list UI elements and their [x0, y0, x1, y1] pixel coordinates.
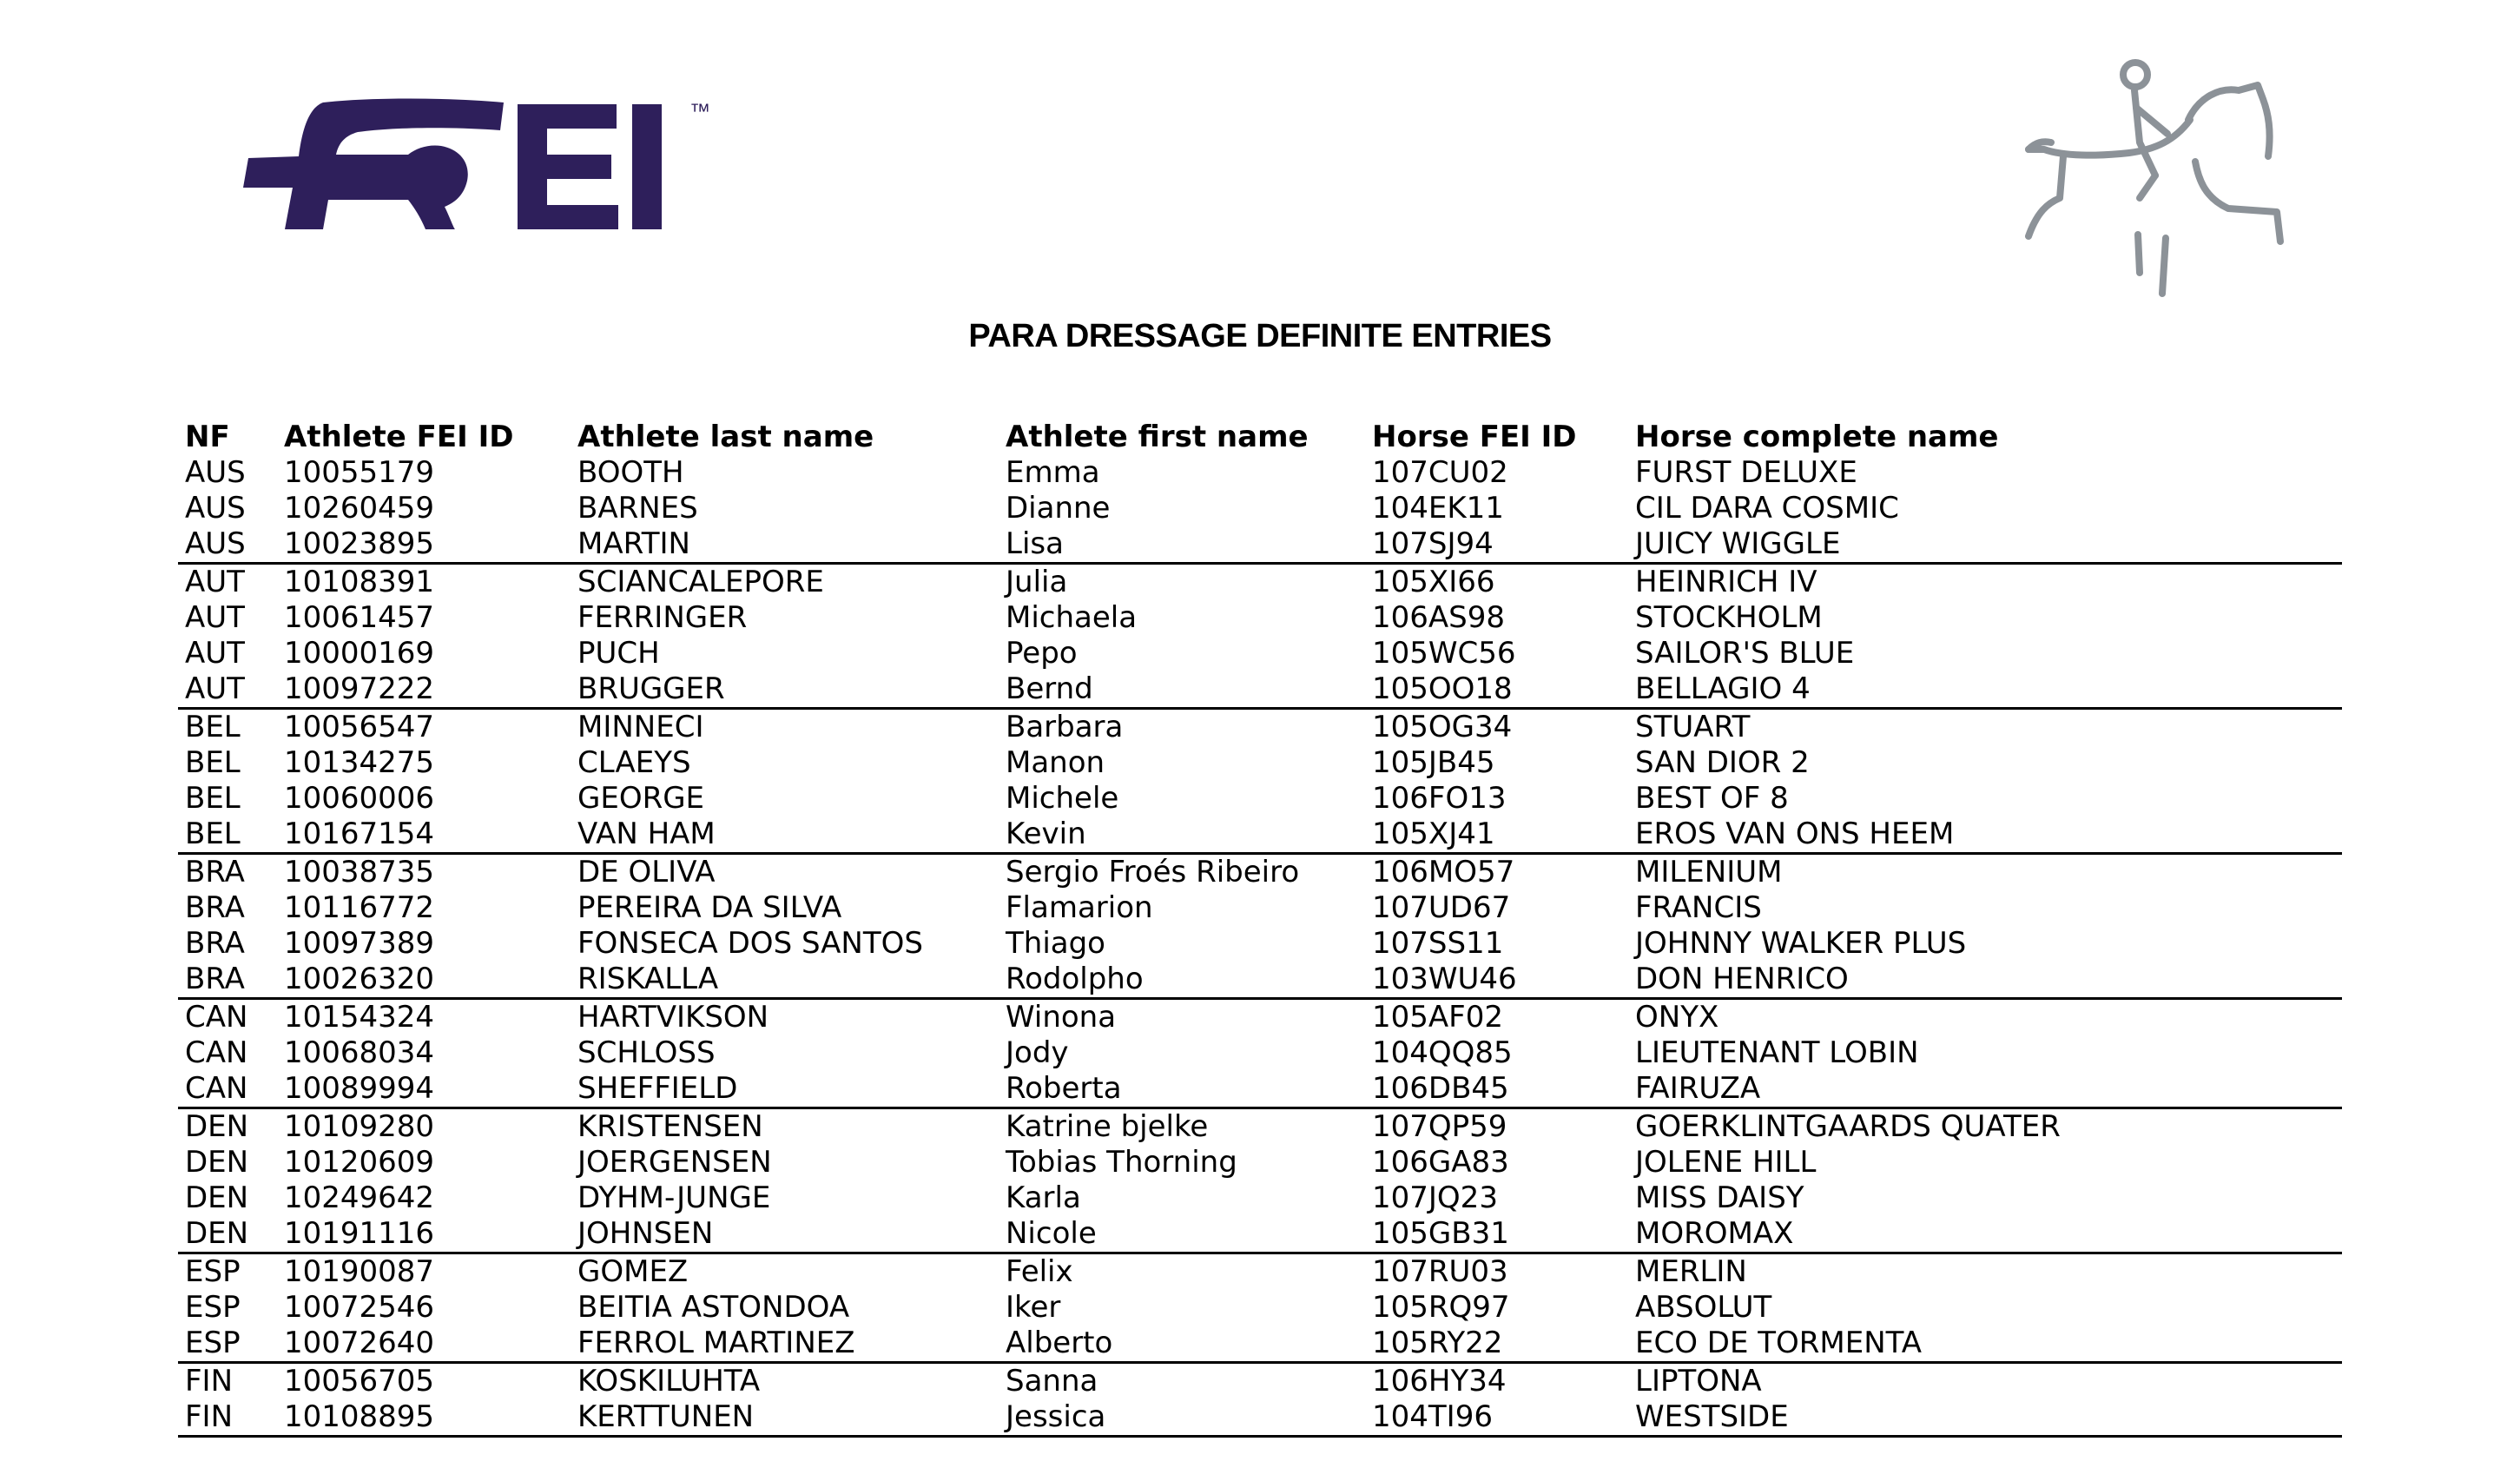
cell-horse-fei-id: 105GB31 [1365, 1216, 1628, 1253]
cell-athlete-last-name: FERROL MARTINEZ [571, 1326, 999, 1363]
cell-horse-complete-name: JOLENE HILL [1635, 1145, 1817, 1180]
table-row [178, 564, 2342, 601]
cell-athlete-last-name: BARNES [577, 491, 698, 526]
cell-athlete-fei-id: 10097389 [284, 926, 435, 961]
cell-horse-complete-name: CIL DARA COSMIC [1635, 491, 1899, 526]
table-row [178, 709, 2342, 746]
column-header-horse-fei-id: Horse FEI ID [1372, 420, 1577, 454]
table-row [178, 671, 2342, 709]
cell-athlete-last-name: GEORGE [577, 781, 705, 816]
cell-athlete-last-name: KRISTENSEN [577, 1109, 763, 1144]
cell-athlete-last-name: KERTTUNEN [571, 1399, 999, 1437]
cell-athlete-last-name: SCIANCALEPORE [577, 565, 824, 599]
cell-horse-fei-id: 105OO18 [1365, 671, 1628, 709]
cell-nf: AUT [178, 671, 277, 709]
cell-athlete-fei-id: 10038735 [284, 855, 435, 889]
cell-athlete-fei-id: 10060006 [284, 781, 435, 816]
column-header-athlete-fei-id: Athlete FEI ID [284, 420, 514, 454]
cell-nf: AUT [185, 636, 245, 671]
cell-nf: BRA [185, 926, 245, 961]
cell-athlete-last-name: KOSKILUHTA [577, 1364, 761, 1399]
cell-athlete-fei-id: 10167154 [277, 817, 571, 854]
cell-athlete-fei-id: 10116772 [284, 890, 435, 925]
cell-athlete-last-name: JOHNSEN [571, 1216, 999, 1253]
cell-athlete-first-name: Sanna [1006, 1364, 1098, 1399]
cell-athlete-last-name: PUCH [577, 636, 660, 671]
cell-athlete-fei-id: 10154324 [284, 1000, 435, 1035]
cell-horse-complete-name: ABSOLUT [1635, 1290, 1772, 1325]
cell-horse-fei-id: 107SS11 [1372, 926, 1504, 961]
cell-athlete-last-name: MARTIN [571, 526, 999, 564]
cell-nf: BEL [185, 745, 241, 780]
entries-table [178, 420, 2342, 1438]
cell-nf: BRA [185, 855, 245, 889]
cell-horse-complete-name: HEINRICH IV [1635, 565, 1817, 599]
cell-athlete-first-name: Barbara [1006, 710, 1124, 744]
cell-horse-complete-name: BEST OF 8 [1635, 781, 1789, 816]
cell-athlete-fei-id: 10260459 [284, 491, 435, 526]
table-row [178, 781, 2342, 817]
table-row [178, 962, 2342, 999]
fei-logo-f-shape [243, 99, 504, 230]
cell-horse-fei-id: 107SJ94 [1365, 526, 1628, 564]
cell-athlete-fei-id: 10249642 [284, 1180, 435, 1215]
cell-nf: FIN [178, 1399, 277, 1437]
cell-athlete-last-name: RISKALLA [571, 962, 999, 999]
cell-athlete-first-name: Michaela [1006, 600, 1138, 635]
cell-horse-fei-id: 105XJ41 [1365, 817, 1628, 854]
cell-horse-complete-name: FURST DELUXE [1635, 455, 1857, 490]
cell-athlete-first-name: Alberto [999, 1326, 1365, 1363]
cell-horse-fei-id: 104EK11 [1372, 491, 1504, 526]
cell-athlete-first-name: Pepo [1006, 636, 1078, 671]
cell-athlete-first-name: Lisa [999, 526, 1365, 564]
cell-athlete-last-name: FONSECA DOS SANTOS [577, 926, 923, 961]
cell-nf: AUS [178, 526, 277, 564]
cell-horse-complete-name: MILENIUM [1635, 855, 1783, 889]
cell-athlete-fei-id: 10056705 [284, 1364, 435, 1399]
cell-nf: BEL [185, 710, 241, 744]
table-header [178, 420, 2342, 455]
fei-logo [243, 94, 729, 241]
table-row [178, 1399, 2342, 1437]
cell-athlete-first-name: Michele [1006, 781, 1119, 816]
cell-horse-fei-id: 106HY34 [1372, 1364, 1507, 1399]
cell-nf: BEL [185, 781, 241, 816]
fei-logo-e-shape [518, 104, 618, 229]
column-header-athlete-first-name: Athlete first name [1006, 420, 1309, 454]
cell-athlete-fei-id: 10055179 [284, 455, 435, 490]
cell-horse-complete-name: SAN DIOR 2 [1635, 745, 1810, 780]
cell-athlete-first-name: Tobias Thorning [1006, 1145, 1237, 1180]
fei-logo-trademark: ™ [689, 100, 710, 123]
cell-athlete-fei-id: 10191116 [277, 1216, 571, 1253]
cell-horse-fei-id: 106GA83 [1372, 1145, 1509, 1180]
table-row [178, 455, 2342, 491]
cell-athlete-first-name: Sergio Froés Ribeiro [1006, 855, 1300, 889]
cell-nf: AUS [185, 491, 246, 526]
table-row [178, 600, 2342, 636]
cell-athlete-last-name: MINNECI [577, 710, 704, 744]
table-row [178, 636, 2342, 671]
cell-nf: AUT [185, 600, 245, 635]
cell-horse-complete-name: MOROMAX [1628, 1216, 2342, 1253]
cell-horse-complete-name: MISS DAISY [1635, 1180, 1804, 1215]
cell-athlete-first-name: Thiago [1006, 926, 1105, 961]
page-title: PARA DRESSAGE DEFINITE ENTRIES [968, 318, 1552, 354]
cell-athlete-fei-id: 10068034 [284, 1035, 435, 1070]
cell-horse-fei-id: 105WC56 [1372, 636, 1516, 671]
cell-horse-complete-name: STUART [1635, 710, 1751, 744]
table-row [178, 1180, 2342, 1216]
cell-horse-complete-name: EROS VAN ONS HEEM [1628, 817, 2342, 854]
cell-horse-complete-name: STOCKHOLM [1635, 600, 1823, 635]
table-row [178, 1363, 2342, 1400]
cell-horse-complete-name: GOERKLINTGAARDS QUATER [1635, 1109, 2061, 1144]
dressage-rider-icon [2025, 59, 2296, 299]
column-header-horse-complete-name: Horse complete name [1635, 420, 1999, 454]
cell-horse-complete-name: ONYX [1635, 1000, 1719, 1035]
cell-horse-fei-id: 106DB45 [1365, 1071, 1628, 1108]
table-row [178, 1108, 2342, 1146]
cell-athlete-last-name: SHEFFIELD [571, 1071, 999, 1108]
cell-athlete-last-name: PEREIRA DA SILVA [577, 890, 842, 925]
table-row [178, 1326, 2342, 1363]
cell-nf: ESP [185, 1254, 241, 1289]
cell-athlete-fei-id: 10072640 [277, 1326, 571, 1363]
table-row [178, 745, 2342, 781]
cell-nf: BRA [185, 890, 245, 925]
table-row [178, 890, 2342, 926]
cell-horse-fei-id: 104TI96 [1365, 1399, 1628, 1437]
table-row [178, 526, 2342, 564]
cell-horse-complete-name: FRANCIS [1635, 890, 1762, 925]
cell-horse-complete-name: LIPTONA [1635, 1364, 1762, 1399]
table-row [178, 926, 2342, 962]
cell-athlete-first-name: Iker [1006, 1290, 1061, 1325]
table-header-row [178, 420, 2342, 455]
cell-athlete-last-name: JOERGENSEN [577, 1145, 772, 1180]
cell-horse-fei-id: 105OG34 [1372, 710, 1513, 744]
cell-athlete-fei-id: 10072546 [284, 1290, 435, 1325]
column-header-athlete-last-name: Athlete last name [577, 420, 874, 454]
cell-athlete-fei-id: 10056547 [284, 710, 435, 744]
cell-horse-complete-name: MERLIN [1635, 1254, 1747, 1289]
cell-athlete-first-name: Emma [1006, 455, 1100, 490]
cell-athlete-last-name: DE OLIVA [577, 855, 716, 889]
cell-horse-complete-name: WESTSIDE [1628, 1399, 2342, 1437]
cell-horse-complete-name: SAILOR'S BLUE [1635, 636, 1855, 671]
cell-nf: AUS [185, 455, 246, 490]
table-row [178, 1290, 2342, 1326]
column-header-nf: NF [185, 420, 230, 454]
table-row [178, 999, 2342, 1036]
cell-horse-fei-id: 106MO57 [1372, 855, 1515, 889]
table-row [178, 817, 2342, 854]
cell-athlete-first-name: Jessica [999, 1399, 1365, 1437]
cell-athlete-first-name: Jody [1006, 1035, 1069, 1070]
cell-horse-complete-name: JOHNNY WALKER PLUS [1635, 926, 1967, 961]
cell-athlete-first-name: Rodolpho [999, 962, 1365, 999]
cell-athlete-first-name: Nicole [999, 1216, 1365, 1253]
table-row [178, 1216, 2342, 1253]
cell-nf: AUT [185, 565, 245, 599]
fei-logo-mark [243, 99, 662, 230]
cell-athlete-first-name: Manon [1006, 745, 1105, 780]
cell-athlete-first-name: Dianne [1006, 491, 1111, 526]
fei-logo-i-shape [632, 104, 662, 229]
cell-horse-complete-name: JUICY WIGGLE [1628, 526, 2342, 564]
cell-nf: FIN [185, 1364, 234, 1399]
cell-athlete-last-name: FERRINGER [577, 600, 748, 635]
cell-athlete-last-name: BOOTH [577, 455, 684, 490]
cell-athlete-fei-id: 10134275 [284, 745, 435, 780]
table-body [178, 455, 2342, 1437]
cell-athlete-last-name: DYHM-JUNGE [577, 1180, 771, 1215]
cell-horse-fei-id: 107UD67 [1372, 890, 1511, 925]
cell-horse-complete-name: DON HENRICO [1628, 962, 2342, 999]
cell-horse-fei-id: 105XI66 [1372, 565, 1495, 599]
cell-athlete-fei-id: 10108895 [277, 1399, 571, 1437]
cell-nf: ESP [178, 1326, 277, 1363]
cell-nf: BEL [178, 817, 277, 854]
cell-athlete-fei-id: 10097222 [277, 671, 571, 709]
cell-nf: DEN [185, 1180, 249, 1215]
cell-athlete-fei-id: 10026320 [277, 962, 571, 999]
cell-horse-fei-id: 107RU03 [1372, 1254, 1508, 1289]
cell-athlete-last-name: GOMEZ [577, 1254, 689, 1289]
cell-athlete-first-name: Katrine bjelke [1006, 1109, 1209, 1144]
cell-horse-fei-id: 105RQ97 [1372, 1290, 1510, 1325]
cell-horse-complete-name: BELLAGIO 4 [1628, 671, 2342, 709]
cell-horse-complete-name: LIEUTENANT LOBIN [1635, 1035, 1919, 1070]
table-row [178, 1145, 2342, 1180]
cell-horse-fei-id: 107CU02 [1372, 455, 1508, 490]
cell-nf: CAN [185, 1000, 248, 1035]
cell-nf: DEN [185, 1109, 249, 1144]
cell-horse-complete-name: ECO DE TORMENTA [1628, 1326, 2342, 1363]
cell-horse-fei-id: 105AF02 [1372, 1000, 1503, 1035]
cell-athlete-first-name: Kevin [999, 817, 1365, 854]
cell-athlete-last-name: BRUGGER [571, 671, 999, 709]
cell-athlete-fei-id: 10108391 [284, 565, 435, 599]
table-row [178, 1035, 2342, 1071]
cell-athlete-fei-id: 10109280 [284, 1109, 435, 1144]
cell-athlete-last-name: HARTVIKSON [577, 1000, 769, 1035]
table-row [178, 854, 2342, 891]
cell-athlete-first-name: Julia [1006, 565, 1068, 599]
cell-athlete-first-name: Roberta [999, 1071, 1365, 1108]
table-row [178, 1253, 2342, 1291]
cell-athlete-last-name: BEITIA ASTONDOA [577, 1290, 850, 1325]
cell-athlete-last-name: CLAEYS [577, 745, 691, 780]
cell-athlete-fei-id: 10120609 [284, 1145, 435, 1180]
cell-horse-fei-id: 105RY22 [1365, 1326, 1628, 1363]
cell-horse-fei-id: 106FO13 [1372, 781, 1507, 816]
cell-horse-fei-id: 107QP59 [1372, 1109, 1507, 1144]
cell-nf: BRA [178, 962, 277, 999]
cell-athlete-fei-id: 10000169 [284, 636, 435, 671]
cell-athlete-first-name: Winona [1006, 1000, 1117, 1035]
cell-horse-fei-id: 106AS98 [1372, 600, 1505, 635]
cell-athlete-fei-id: 10190087 [284, 1254, 435, 1289]
cell-horse-complete-name: FAIRUZA [1628, 1071, 2342, 1108]
cell-athlete-last-name: VAN HAM [571, 817, 999, 854]
cell-athlete-first-name: Bernd [999, 671, 1365, 709]
cell-athlete-fei-id: 10023895 [277, 526, 571, 564]
cell-horse-fei-id: 105JB45 [1372, 745, 1495, 780]
cell-athlete-first-name: Flamarion [1006, 890, 1153, 925]
cell-nf: CAN [185, 1035, 248, 1070]
cell-nf: DEN [185, 1145, 249, 1180]
cell-athlete-fei-id: 10089994 [277, 1071, 571, 1108]
cell-horse-fei-id: 103WU46 [1365, 962, 1628, 999]
cell-nf: CAN [178, 1071, 277, 1108]
cell-nf: DEN [178, 1216, 277, 1253]
cell-nf: ESP [185, 1290, 241, 1325]
cell-athlete-last-name: SCHLOSS [577, 1035, 716, 1070]
cell-horse-fei-id: 104QQ85 [1372, 1035, 1513, 1070]
cell-horse-fei-id: 107JQ23 [1372, 1180, 1498, 1215]
table-row [178, 1071, 2342, 1108]
cell-athlete-first-name: Felix [1006, 1254, 1073, 1289]
cell-athlete-first-name: Karla [1006, 1180, 1081, 1215]
table-row [178, 491, 2342, 526]
cell-athlete-fei-id: 10061457 [284, 600, 435, 635]
